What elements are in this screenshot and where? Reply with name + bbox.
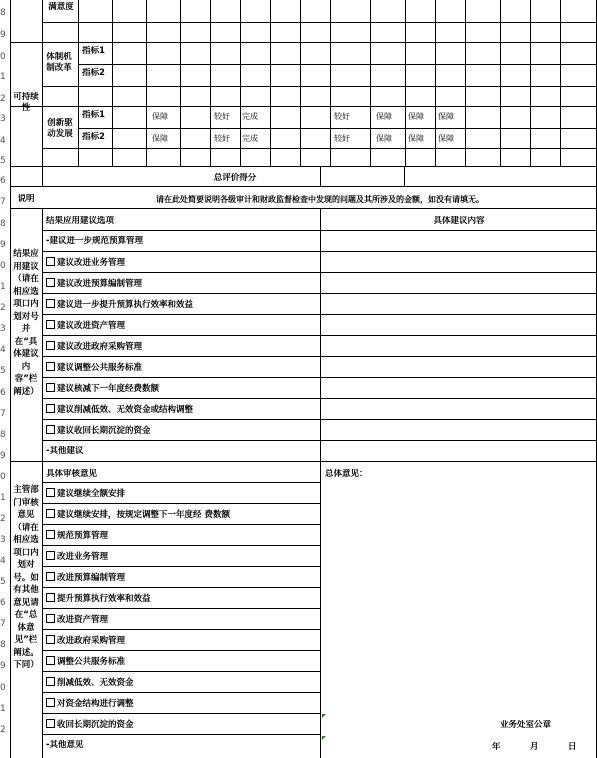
- result-option-item: 建议调整公共服务标准: [46, 362, 142, 374]
- row-number: 3: [0, 324, 6, 334]
- row-number: 3: [0, 114, 6, 124]
- result-side-label: 结果应用建议（请在相应选项口内划对号并在“具体建议内容”栏阐述）: [13, 249, 39, 397]
- grid-line: [42, 566, 321, 567]
- innovation-value: 保障: [376, 134, 392, 143]
- result-option-item: -建议进一步规范预算管理: [46, 236, 144, 246]
- grid-line: [330, 0, 331, 166]
- innovation-value: 较好: [334, 134, 350, 143]
- innovation-value: 保障: [408, 112, 424, 121]
- checkbox[interactable]: [46, 257, 55, 266]
- grid-line: [42, 713, 321, 714]
- date-year: 年: [492, 742, 501, 752]
- grid-line: [42, 440, 597, 441]
- result-col1-header: 结果应用建议选项: [46, 216, 115, 226]
- grid-line: [42, 545, 321, 546]
- grid-line: [42, 629, 321, 630]
- grid-line: [370, 0, 371, 166]
- indicator-1-label: 指标1: [82, 46, 105, 56]
- innovation-value: 保障: [152, 134, 168, 143]
- checkbox[interactable]: [46, 614, 55, 623]
- grid-line: [270, 0, 271, 166]
- result-col2-header: 具体建议内容: [433, 216, 485, 226]
- grid-line: [78, 0, 79, 166]
- satisfaction-label: 满意度: [48, 2, 74, 12]
- grid-line: [560, 0, 561, 166]
- indicator-2-label: 指标2: [82, 68, 105, 78]
- row-number: 5: [0, 366, 6, 376]
- grid-line: [78, 64, 597, 65]
- office-seal-label: 业务处室公章: [500, 720, 552, 730]
- review-option-item: 改进资产管理: [46, 614, 108, 626]
- row-number: 9: [0, 661, 6, 671]
- row-number: 1: [0, 493, 6, 503]
- grid-line: [42, 734, 321, 735]
- review-option-item: -其他意见: [46, 740, 84, 750]
- result-option-item: 建议核减下一年度经费数额: [46, 383, 159, 395]
- row-number: 2: [0, 725, 6, 735]
- innovation-value: 保障: [376, 112, 392, 121]
- sustainability-label: 可持续性: [13, 92, 39, 113]
- grid-line: [42, 356, 597, 357]
- row-number: 2: [0, 514, 6, 524]
- row-number: 9: [0, 30, 6, 40]
- innovation-value: 较好: [334, 112, 350, 121]
- checkbox[interactable]: [46, 362, 55, 371]
- indicator-2-label: 指标2: [82, 132, 105, 142]
- checkbox[interactable]: [46, 278, 55, 287]
- grid-line: [42, 148, 597, 149]
- row-number: 5: [0, 156, 6, 166]
- row-number: 9: [0, 240, 6, 250]
- row-number: 8: [0, 219, 6, 229]
- grid-line: [42, 314, 597, 315]
- row-number: 7: [0, 619, 6, 629]
- innovation-label: 创新驱动发展: [47, 118, 73, 139]
- total-score-label: 总评价得分: [213, 173, 257, 183]
- explanation-text: 请在此处简要说明各级审计和财政监督检查中发现的问题及其所涉及的金额，如没有请填无。: [156, 195, 484, 204]
- grid-line: [112, 0, 113, 166]
- review-option-item: 收回长期沉淀的资金: [46, 719, 134, 731]
- innovation-value: 保障: [152, 112, 168, 121]
- grid-line: [42, 650, 321, 651]
- checkbox[interactable]: [46, 404, 55, 413]
- grid-line: [300, 0, 301, 166]
- checkbox[interactable]: [46, 383, 55, 392]
- result-option-item: 建议收回长期沉淀的资金: [46, 425, 151, 437]
- grid-line: [405, 0, 406, 166]
- date-day: 日: [568, 742, 577, 752]
- row-number: 6: [0, 176, 6, 186]
- checkbox[interactable]: [46, 656, 55, 665]
- grid-line: [78, 128, 597, 129]
- grid-line: [210, 0, 211, 166]
- innovation-value: 保障: [438, 112, 454, 121]
- grid-line: [180, 0, 181, 166]
- date-month: 月: [530, 742, 539, 752]
- review-option-item: 调整公共服务标准: [46, 656, 125, 668]
- result-option-item: 建议改进业务管理: [46, 257, 125, 269]
- row-number: 0: [0, 472, 6, 482]
- innovation-value: 较好: [214, 112, 230, 121]
- grid-line: [146, 0, 147, 166]
- grid-line: [10, 42, 597, 43]
- row-number: 3: [0, 535, 6, 545]
- row-number: 6: [0, 598, 6, 608]
- grid-line: [10, 106, 597, 107]
- row-number: 9: [0, 451, 6, 461]
- row-number: 7: [0, 409, 6, 419]
- checkbox[interactable]: [46, 299, 55, 308]
- grid-line: [42, 0, 43, 186]
- innovation-value: 保障: [438, 134, 454, 143]
- grid-line: [42, 251, 597, 252]
- checkbox[interactable]: [46, 572, 55, 581]
- institutional-reform-label: 体制机制改革: [46, 52, 72, 73]
- grid-line: [42, 377, 597, 378]
- grid-line: [42, 524, 321, 525]
- innovation-value: 完成: [242, 134, 258, 143]
- section-divider: [10, 461, 597, 462]
- row-number: 6: [0, 388, 6, 398]
- innovation-value: 保障: [408, 134, 424, 143]
- grid-line: [42, 671, 321, 672]
- grid-line: [42, 587, 321, 588]
- row-number: 1: [0, 704, 6, 714]
- review-option-item: 改进预算编制管理: [46, 572, 125, 584]
- cell-comment-marker: [322, 714, 326, 718]
- innovation-value: 较好: [214, 134, 230, 143]
- row-number: 4: [0, 345, 6, 355]
- grid-line: [42, 293, 597, 294]
- row-number: 0: [0, 683, 6, 693]
- grid-line: [42, 335, 597, 336]
- result-option-item: 建议改进政府采购管理: [46, 341, 142, 353]
- review-option-item: 对资金结构进行调整: [46, 698, 134, 710]
- grid-line: [42, 692, 321, 693]
- grid-line: [42, 272, 597, 273]
- checkbox[interactable]: [46, 635, 55, 644]
- checkbox[interactable]: [46, 425, 55, 434]
- review-option-item: 改进业务管理: [46, 551, 108, 563]
- grid-line: [42, 608, 321, 609]
- row-number: 2: [0, 303, 6, 313]
- result-option-item: -其他建议: [46, 446, 84, 456]
- checkbox[interactable]: [46, 593, 55, 602]
- checkbox[interactable]: [46, 530, 55, 539]
- checkbox[interactable]: [46, 341, 55, 350]
- checkbox[interactable]: [46, 551, 55, 560]
- review-option-item: 改进政府采购管理: [46, 635, 125, 647]
- row-number: 8: [0, 8, 6, 18]
- review-option-item: 建议继续全额安排: [46, 488, 125, 500]
- row-number: 0: [0, 52, 6, 62]
- grid-line: [42, 482, 321, 483]
- grid-line: [465, 0, 466, 166]
- row-number: 8: [0, 430, 6, 440]
- grid-line: [42, 503, 321, 504]
- result-option-item: 建议削减低效、无效资金或结构调整: [46, 404, 193, 416]
- cell-comment-marker: [322, 736, 326, 740]
- result-option-item: 建议改进预算编制管理: [46, 278, 142, 290]
- review-option-item: 规范预算管理: [46, 530, 108, 542]
- row-number: 2: [0, 94, 6, 104]
- checkbox[interactable]: [46, 509, 55, 518]
- row-number: 0: [0, 261, 6, 271]
- review-option-item: 提升预算执行效率和效益: [46, 593, 151, 605]
- overall-opinion-label: 总体意见：: [325, 469, 368, 479]
- checkbox[interactable]: [46, 698, 55, 707]
- grid-line: [42, 86, 597, 87]
- indicator-1-label: 指标1: [82, 110, 105, 120]
- review-option-item: 建议继续安排，按规定调整下一年度经 费数额: [46, 509, 230, 521]
- grid-line: [42, 398, 597, 399]
- row-number: 1: [0, 72, 6, 82]
- result-option-item: 建议改进资产管理: [46, 320, 125, 332]
- review-col1-header: 具体审核意见: [46, 469, 98, 479]
- grid-line: [240, 0, 241, 166]
- row-number: 7: [0, 197, 6, 207]
- row-number: 4: [0, 136, 6, 146]
- grid-line: [435, 0, 436, 166]
- innovation-value: 完成: [242, 112, 258, 121]
- grid-line: [530, 0, 531, 166]
- review-side-label: 主管部门审核意见（请在相应选项口内划对号。如有其他意见请在“总体意见”栏阐述。下同）: [13, 485, 39, 670]
- row-number: 8: [0, 640, 6, 650]
- checkbox[interactable]: [46, 488, 55, 497]
- grid-line: [42, 22, 597, 23]
- grid-line: [42, 419, 597, 420]
- grid-line: [42, 230, 597, 231]
- grid-line: [500, 0, 501, 166]
- explanation-label: 说明: [17, 194, 35, 204]
- row-number: 5: [0, 577, 6, 587]
- review-option-item: 削减低效、无效资金: [46, 677, 134, 689]
- checkbox[interactable]: [46, 677, 55, 686]
- result-option-item: 建议进一步提升预算执行效率和效益: [46, 299, 193, 311]
- checkbox[interactable]: [46, 719, 55, 728]
- checkbox[interactable]: [46, 320, 55, 329]
- row-number: 1: [0, 282, 6, 292]
- row-number: 4: [0, 556, 6, 566]
